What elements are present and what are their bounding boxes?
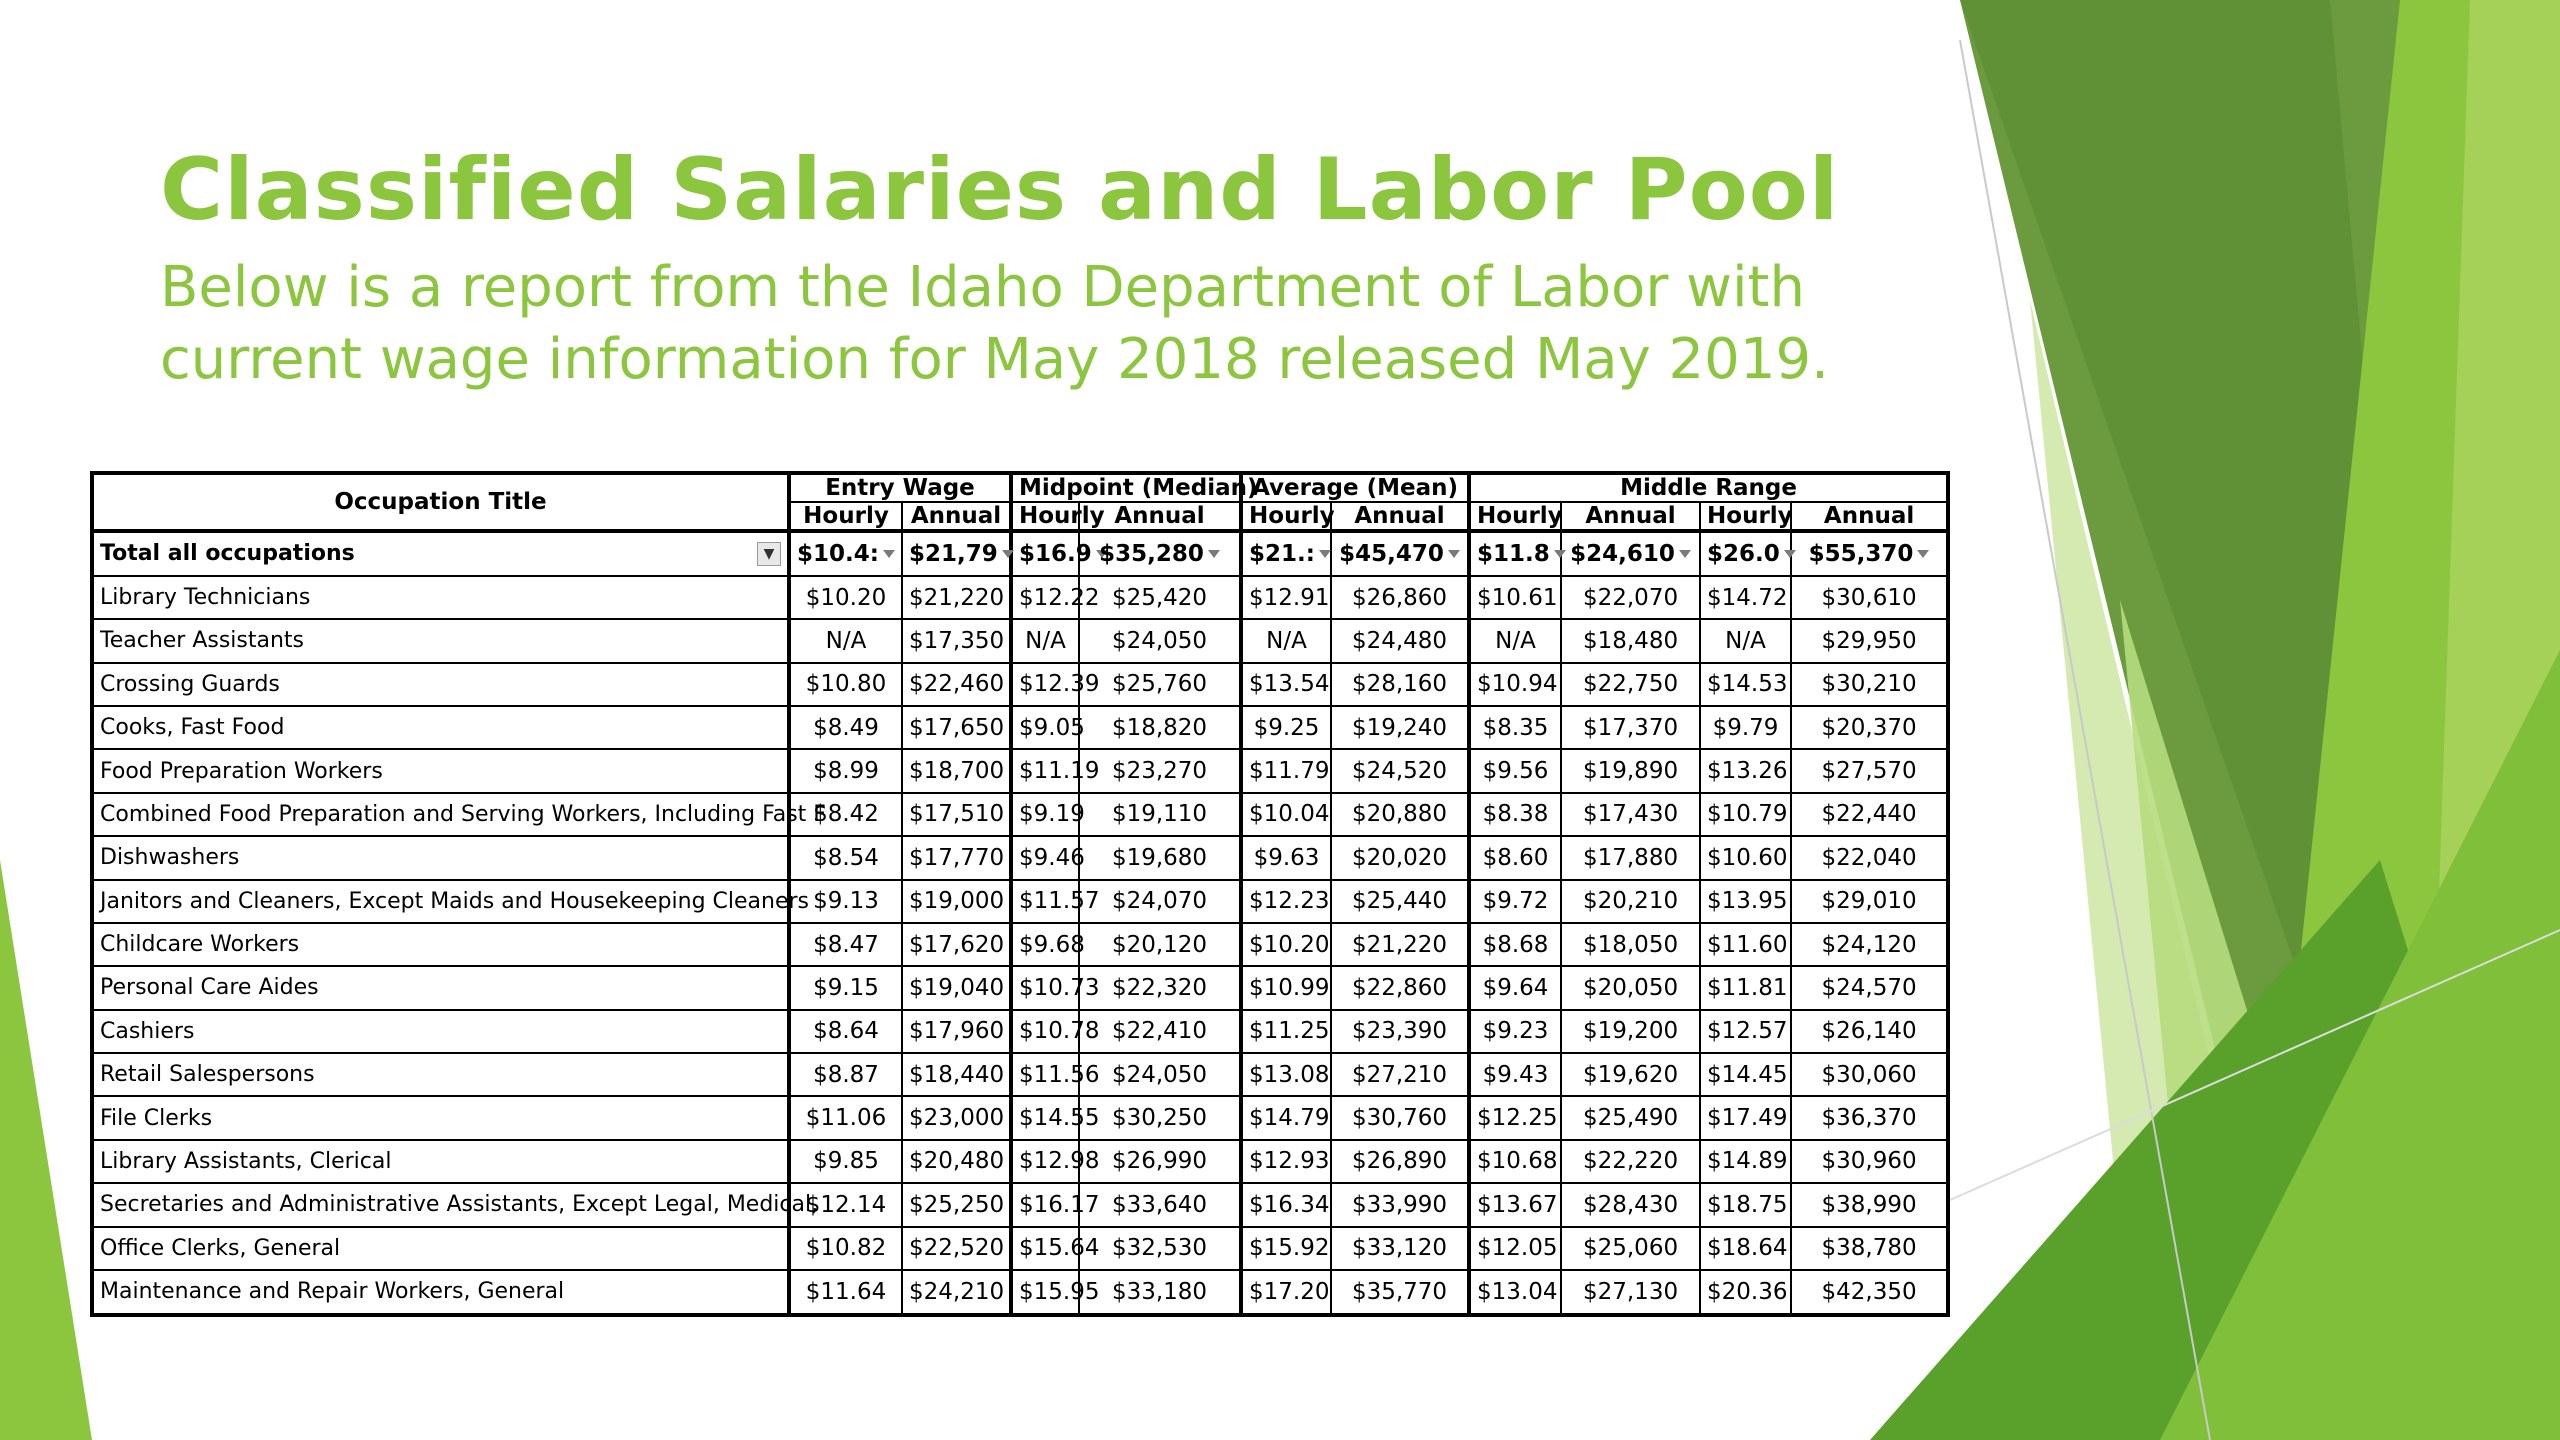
wage-cell[interactable]: $22,040 (1791, 836, 1948, 879)
wage-cell[interactable]: $38,990 (1791, 1183, 1948, 1226)
wage-cell[interactable]: $33,640 (1079, 1183, 1241, 1226)
wage-table (90, 471, 1950, 1317)
occupation-title-cell[interactable]: Crossing Guards (92, 663, 789, 706)
wage-cell[interactable]: $15.64 (1011, 1227, 1079, 1270)
occupation-title-cell[interactable]: Cooks, Fast Food (92, 706, 789, 749)
total-value-cell[interactable] (1791, 531, 1948, 576)
wage-cell[interactable]: $12.25 (1469, 1096, 1561, 1139)
wage-cell[interactable]: $30,250 (1079, 1096, 1241, 1139)
wage-cell[interactable]: $35,770 (1331, 1270, 1469, 1315)
wage-cell[interactable]: $8.42 (789, 793, 902, 836)
wage-cell[interactable]: $17,770 (902, 836, 1011, 879)
wage-cell[interactable]: $33,120 (1331, 1227, 1469, 1270)
wage-cell[interactable]: $11.64 (789, 1270, 902, 1315)
wage-cell[interactable]: $30,060 (1791, 1053, 1948, 1096)
wage-cell[interactable]: $10.94 (1469, 663, 1561, 706)
wage-cell[interactable]: $24,210 (902, 1270, 1011, 1315)
wage-cell[interactable]: $17,510 (902, 793, 1011, 836)
wage-cell[interactable]: $20,880 (1331, 793, 1469, 836)
total-row (92, 531, 1948, 576)
wage-cell[interactable]: $23,270 (1079, 749, 1241, 792)
table-row (92, 576, 1948, 619)
wage-cell[interactable]: $10.68 (1469, 1140, 1561, 1183)
wage-cell[interactable]: $27,130 (1561, 1270, 1700, 1315)
total-value-cell[interactable] (1469, 531, 1561, 576)
wage-cell[interactable]: $12.39 (1011, 663, 1079, 706)
wage-cell[interactable]: $32,530 (1079, 1227, 1241, 1270)
filter-icon[interactable]: ▼ (757, 542, 781, 566)
wage-cell[interactable]: $13.26 (1700, 749, 1791, 792)
table-row (92, 1096, 1948, 1139)
occupation-title-cell[interactable]: Personal Care Aides (92, 966, 789, 1009)
dropdown-arrow-icon[interactable] (1679, 550, 1691, 558)
wage-cell[interactable]: $12.23 (1241, 880, 1331, 923)
wage-cell[interactable]: $17.49 (1700, 1096, 1791, 1139)
total-value: $21,79 (909, 540, 998, 567)
wage-cell[interactable]: $42,350 (1791, 1270, 1948, 1315)
occupation-title-cell[interactable]: Secretaries and Administrative Assistants, Except Legal, Medical, (92, 1183, 789, 1226)
wage-cell[interactable]: $25,440 (1331, 880, 1469, 923)
table-row (92, 663, 1948, 706)
wage-cell[interactable]: N/A (789, 619, 902, 662)
wage-cell[interactable]: $19,620 (1561, 1053, 1700, 1096)
wage-cell[interactable]: $14.72 (1700, 576, 1791, 619)
wage-cell[interactable]: $9.15 (789, 966, 902, 1009)
middle-range-header: Middle Range (1469, 473, 1948, 502)
wage-cell[interactable]: $10.61 (1469, 576, 1561, 619)
wage-cell[interactable]: $22,320 (1079, 966, 1241, 1009)
wage-table-container (90, 471, 1946, 1317)
wage-cell[interactable]: $11.56 (1011, 1053, 1079, 1096)
wage-cell[interactable]: $20,480 (902, 1140, 1011, 1183)
entry-wage-header: Entry Wage (789, 473, 1011, 502)
group-header-row (92, 473, 1948, 502)
subheader-annual: Annual (1331, 502, 1469, 531)
wage-cell[interactable]: $9.68 (1011, 923, 1079, 966)
wage-cell[interactable]: $28,160 (1331, 663, 1469, 706)
wage-cell[interactable]: $20,120 (1079, 923, 1241, 966)
wage-cell[interactable]: $10.99 (1241, 966, 1331, 1009)
wage-cell[interactable]: $28,430 (1561, 1183, 1700, 1226)
occupation-title-cell[interactable]: Maintenance and Repair Workers, General (92, 1270, 789, 1315)
wage-cell[interactable]: $13.67 (1469, 1183, 1561, 1226)
occupation-title-cell[interactable]: Teacher Assistants (92, 619, 789, 662)
wage-cell[interactable]: $10.79 (1700, 793, 1791, 836)
wage-cell[interactable]: $38,780 (1791, 1227, 1948, 1270)
total-label: Total all occupations (100, 541, 355, 567)
wage-cell[interactable]: $16.34 (1241, 1183, 1331, 1226)
total-value-cell[interactable] (1561, 531, 1700, 576)
wage-cell[interactable]: $10.82 (789, 1227, 902, 1270)
wage-cell[interactable]: $9.13 (789, 880, 902, 923)
wage-cell[interactable]: $22,860 (1331, 966, 1469, 1009)
wage-cell[interactable]: $11.79 (1241, 749, 1331, 792)
table-row (92, 1053, 1948, 1096)
wage-cell[interactable]: $20,020 (1331, 836, 1469, 879)
wage-cell[interactable]: $14.89 (1700, 1140, 1791, 1183)
table-row (92, 923, 1948, 966)
table-row (92, 1270, 1948, 1315)
wage-cell[interactable]: $9.25 (1241, 706, 1331, 749)
table-row (92, 966, 1948, 1009)
wage-cell[interactable]: $8.54 (789, 836, 902, 879)
wage-cell[interactable]: $20,210 (1561, 880, 1700, 923)
wage-cell[interactable]: $13.04 (1469, 1270, 1561, 1315)
wage-cell[interactable]: $22,460 (902, 663, 1011, 706)
total-value: $11.8 (1477, 540, 1550, 567)
slide-title: Classified Salaries and Labor Pool (160, 140, 1840, 240)
occupation-title-cell[interactable]: Cashiers (92, 1010, 789, 1053)
table-row (92, 1183, 1948, 1226)
wage-cell[interactable]: $9.64 (1469, 966, 1561, 1009)
wage-cell[interactable]: $11.60 (1700, 923, 1791, 966)
wage-cell[interactable]: $17,650 (902, 706, 1011, 749)
occupation-title-cell[interactable]: Library Assistants, Clerical (92, 1140, 789, 1183)
wage-cell[interactable]: $26,140 (1791, 1010, 1948, 1053)
wage-cell[interactable]: $30,960 (1791, 1140, 1948, 1183)
occupation-title-cell[interactable]: Dishwashers (92, 836, 789, 879)
wage-cell[interactable]: $8.47 (789, 923, 902, 966)
wage-cell[interactable]: $11.81 (1700, 966, 1791, 1009)
wage-cell[interactable]: $12.98 (1011, 1140, 1079, 1183)
occupation-title-cell[interactable]: Food Preparation Workers (92, 749, 789, 792)
wage-cell[interactable]: $15.92 (1241, 1227, 1331, 1270)
wage-cell[interactable]: $8.35 (1469, 706, 1561, 749)
occupation-title-cell[interactable]: Combined Food Preparation and Serving Workers, Including Fast F (92, 793, 789, 836)
total-value-cell[interactable] (789, 531, 902, 576)
wage-cell[interactable]: $17,880 (1561, 836, 1700, 879)
wage-cell[interactable]: $19,200 (1561, 1010, 1700, 1053)
wage-cell[interactable]: $20,370 (1791, 706, 1948, 749)
dropdown-arrow-icon[interactable] (1917, 550, 1929, 558)
wage-cell[interactable]: $29,010 (1791, 880, 1948, 923)
wage-cell[interactable]: $24,480 (1331, 619, 1469, 662)
subheader-hourly: Hourly (1011, 502, 1079, 531)
wage-cell[interactable]: $23,390 (1331, 1010, 1469, 1053)
total-value-cell[interactable] (902, 531, 1011, 576)
wage-cell[interactable]: $21,220 (1331, 923, 1469, 966)
total-value: $21.: (1249, 540, 1315, 567)
wage-cell[interactable]: $9.23 (1469, 1010, 1561, 1053)
wage-cell[interactable]: $8.60 (1469, 836, 1561, 879)
wage-cell[interactable]: N/A (1241, 619, 1331, 662)
wage-cell[interactable]: $8.49 (789, 706, 902, 749)
wage-cell[interactable]: $36,370 (1791, 1096, 1948, 1139)
wage-cell[interactable]: $14.79 (1241, 1096, 1331, 1139)
wage-cell[interactable]: $29,950 (1791, 619, 1948, 662)
wage-cell[interactable]: $8.87 (789, 1053, 902, 1096)
total-value-cell[interactable] (1241, 531, 1331, 576)
table-row (92, 1010, 1948, 1053)
wage-cell[interactable]: $18,820 (1079, 706, 1241, 749)
wage-cell[interactable]: $30,610 (1791, 576, 1948, 619)
wage-cell[interactable]: $10.80 (789, 663, 902, 706)
wage-cell[interactable]: $25,250 (902, 1183, 1011, 1226)
wage-cell[interactable]: $11.57 (1011, 880, 1079, 923)
dropdown-arrow-icon[interactable] (1208, 550, 1220, 558)
occupation-title-header: Occupation Title (92, 473, 789, 531)
table-row (92, 836, 1948, 879)
table-row (92, 1227, 1948, 1270)
wage-cell[interactable]: $10.78 (1011, 1010, 1079, 1053)
total-value-cell[interactable] (1331, 531, 1469, 576)
occupation-title-cell[interactable]: File Clerks (92, 1096, 789, 1139)
wage-cell[interactable]: $10.04 (1241, 793, 1331, 836)
wage-cell[interactable]: $8.99 (789, 749, 902, 792)
occupation-title-cell[interactable]: Retail Salespersons (92, 1053, 789, 1096)
table-row (92, 619, 1948, 662)
dropdown-arrow-icon[interactable] (883, 550, 895, 558)
wage-cell[interactable]: $12.05 (1469, 1227, 1561, 1270)
wage-cell[interactable]: $19,680 (1079, 836, 1241, 879)
wage-cell[interactable]: $24,570 (1791, 966, 1948, 1009)
left-green-sliver (0, 860, 92, 1440)
wage-cell[interactable]: $9.46 (1011, 836, 1079, 879)
wage-cell[interactable]: $12.22 (1011, 576, 1079, 619)
wage-cell[interactable]: $24,520 (1331, 749, 1469, 792)
wage-cell[interactable]: $19,000 (902, 880, 1011, 923)
wage-cell[interactable]: $8.38 (1469, 793, 1561, 836)
wage-cell[interactable]: $10.20 (1241, 923, 1331, 966)
wage-cell[interactable]: $17,430 (1561, 793, 1700, 836)
wage-cell[interactable]: $10.20 (789, 576, 902, 619)
wage-cell[interactable]: $24,050 (1079, 1053, 1241, 1096)
wage-cell[interactable]: $14.45 (1700, 1053, 1791, 1096)
subheader-hourly: Hourly (1469, 502, 1561, 531)
wage-cell[interactable]: $18.64 (1700, 1227, 1791, 1270)
wage-cell[interactable]: $14.53 (1700, 663, 1791, 706)
wage-cell[interactable]: N/A (1700, 619, 1791, 662)
wage-cell[interactable]: $9.05 (1011, 706, 1079, 749)
wage-cell[interactable]: $22,070 (1561, 576, 1700, 619)
subheader-hourly: Hourly (1700, 502, 1791, 531)
wage-cell[interactable]: $13.54 (1241, 663, 1331, 706)
wage-cell[interactable]: $12.91 (1241, 576, 1331, 619)
total-value: $10.4: (797, 540, 879, 567)
wage-cell[interactable]: $8.64 (789, 1010, 902, 1053)
wage-cell[interactable]: $20,050 (1561, 966, 1700, 1009)
table-row (92, 793, 1948, 836)
wage-cell[interactable]: $9.79 (1700, 706, 1791, 749)
total-value: $16.9 (1019, 540, 1092, 567)
subheader-annual: Annual (1791, 502, 1948, 531)
wage-cell[interactable]: $22,520 (902, 1227, 1011, 1270)
dropdown-arrow-icon[interactable] (1448, 550, 1460, 558)
wage-cell[interactable]: $19,040 (902, 966, 1011, 1009)
table-row (92, 880, 1948, 923)
subheader-annual: Annual (1079, 502, 1241, 531)
wage-cell[interactable]: $26,860 (1331, 576, 1469, 619)
wage-cell[interactable]: $16.17 (1011, 1183, 1079, 1226)
occupation-title-cell[interactable]: Library Technicians (92, 576, 789, 619)
wage-cell[interactable]: $27,210 (1331, 1053, 1469, 1096)
wage-cell[interactable]: $33,990 (1331, 1183, 1469, 1226)
wage-cell[interactable]: $9.85 (789, 1140, 902, 1183)
wage-cell[interactable]: $25,760 (1079, 663, 1241, 706)
occupation-title-cell[interactable]: Childcare Workers (92, 923, 789, 966)
wage-cell[interactable]: $9.63 (1241, 836, 1331, 879)
total-value-cell[interactable] (1011, 531, 1092, 576)
data-rows (92, 576, 1948, 1315)
wage-cell[interactable]: $24,070 (1079, 880, 1241, 923)
wage-cell[interactable]: $18.75 (1700, 1183, 1791, 1226)
wage-cell[interactable]: $21,220 (902, 576, 1011, 619)
total-value: $26.0 (1707, 540, 1780, 567)
wage-cell[interactable]: $30,210 (1791, 663, 1948, 706)
wage-cell[interactable]: $8.68 (1469, 923, 1561, 966)
wage-cell[interactable]: $22,750 (1561, 663, 1700, 706)
table-row (92, 1140, 1948, 1183)
average-mean-header: Average (Mean) (1241, 473, 1469, 502)
wage-cell[interactable]: $18,050 (1561, 923, 1700, 966)
wage-cell[interactable]: $18,480 (1561, 619, 1700, 662)
wage-cell[interactable]: $19,240 (1331, 706, 1469, 749)
wage-cell[interactable]: $17,370 (1561, 706, 1700, 749)
wage-cell[interactable]: $14.55 (1011, 1096, 1079, 1139)
midpoint-median-header: Midpoint (Median) (1011, 473, 1241, 502)
total-value: $55,370 (1808, 540, 1914, 567)
subheader-annual: Annual (902, 502, 1011, 531)
wage-cell[interactable]: $25,420 (1079, 576, 1241, 619)
wage-cell[interactable]: $22,410 (1079, 1010, 1241, 1053)
wage-cell[interactable]: $24,120 (1791, 923, 1948, 966)
wage-cell[interactable]: $18,700 (902, 749, 1011, 792)
wage-cell[interactable]: $23,000 (902, 1096, 1011, 1139)
total-value-cell[interactable] (1079, 531, 1241, 576)
wage-cell[interactable]: $11.19 (1011, 749, 1079, 792)
wage-cell[interactable]: $12.93 (1241, 1140, 1331, 1183)
wage-cell[interactable]: $19,890 (1561, 749, 1700, 792)
wage-cell[interactable]: $26,990 (1079, 1140, 1241, 1183)
wage-cell[interactable]: $13.95 (1700, 880, 1791, 923)
total-value: $35,280 (1099, 540, 1204, 567)
wage-cell[interactable]: $17,620 (902, 923, 1011, 966)
wage-cell[interactable]: $17,960 (902, 1010, 1011, 1053)
subheader-annual: Annual (1561, 502, 1700, 531)
wage-cell[interactable]: $20.36 (1700, 1270, 1791, 1315)
wage-cell[interactable]: $13.08 (1241, 1053, 1331, 1096)
wage-cell[interactable]: $9.43 (1469, 1053, 1561, 1096)
total-value: $45,470 (1339, 540, 1444, 567)
wage-cell[interactable]: $9.72 (1469, 880, 1561, 923)
total-value: $24,610 (1570, 540, 1675, 567)
dropdown-arrow-icon[interactable] (1319, 550, 1331, 558)
wage-cell[interactable]: $17.20 (1241, 1270, 1331, 1315)
subheader-hourly: Hourly (789, 502, 902, 531)
wage-cell[interactable]: $15.95 (1011, 1270, 1079, 1315)
wage-cell[interactable]: $17,350 (902, 619, 1011, 662)
wage-cell[interactable]: $26,890 (1331, 1140, 1469, 1183)
wage-cell[interactable]: $24,050 (1079, 619, 1241, 662)
wage-cell[interactable]: $30,760 (1331, 1096, 1469, 1139)
total-value-cell[interactable] (1700, 531, 1791, 576)
total-label-cell[interactable] (92, 531, 789, 576)
wage-cell[interactable]: $9.19 (1011, 793, 1079, 836)
wage-cell[interactable]: $19,110 (1079, 793, 1241, 836)
wage-cell[interactable]: $11.25 (1241, 1010, 1331, 1053)
table-row (92, 749, 1948, 792)
table-row (92, 706, 1948, 749)
wage-cell[interactable]: $10.73 (1011, 966, 1079, 1009)
wage-cell[interactable]: $12.57 (1700, 1010, 1791, 1053)
subheader-hourly: Hourly (1241, 502, 1331, 531)
wage-cell[interactable]: $12.14 (789, 1183, 902, 1226)
wage-cell[interactable]: $25,060 (1561, 1227, 1700, 1270)
wage-cell[interactable]: $22,440 (1791, 793, 1948, 836)
wage-cell[interactable]: $22,220 (1561, 1140, 1700, 1183)
occupation-title-cell[interactable]: Janitors and Cleaners, Except Maids and Housekeeping Cleaners (92, 880, 789, 923)
wage-cell[interactable]: $25,490 (1561, 1096, 1700, 1139)
wage-cell[interactable]: $27,570 (1791, 749, 1948, 792)
wage-cell[interactable]: $33,180 (1079, 1270, 1241, 1315)
wage-cell[interactable]: $10.60 (1700, 836, 1791, 879)
wage-cell[interactable]: $9.56 (1469, 749, 1561, 792)
wage-cell[interactable]: $11.06 (789, 1096, 902, 1139)
occupation-title-cell[interactable]: Office Clerks, General (92, 1227, 789, 1270)
wage-cell[interactable]: N/A (1469, 619, 1561, 662)
slide-subtitle: Below is a report from the Idaho Department of Labor with current wage information for May 2018 released May 2019. (160, 255, 1829, 392)
wage-cell[interactable]: $18,440 (902, 1053, 1011, 1096)
wage-cell[interactable]: N/A (1011, 619, 1079, 662)
